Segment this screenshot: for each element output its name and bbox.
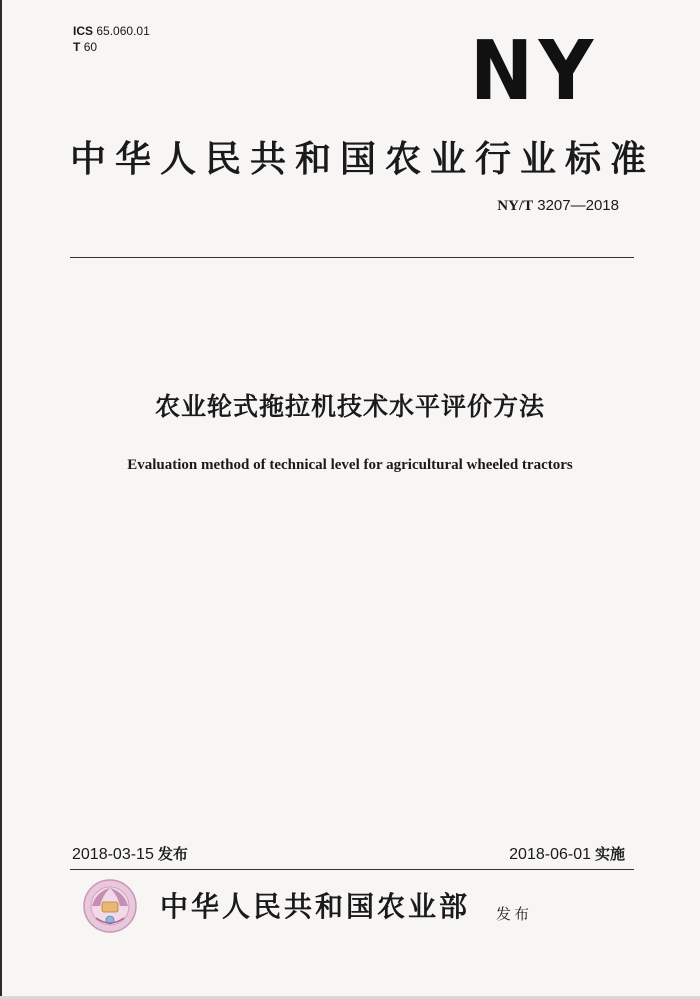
publication-date-value: 2018-03-15 xyxy=(72,846,154,863)
ics-label: ICS xyxy=(73,24,94,38)
class-label: T xyxy=(73,40,81,54)
page-edge-shadow xyxy=(0,0,2,999)
standard-number xyxy=(497,196,619,216)
class-code: 60 xyxy=(83,40,98,54)
implementation-date xyxy=(509,843,625,866)
publication-date-suffix: 发布 xyxy=(157,845,188,863)
publication-date xyxy=(72,843,188,866)
standard-number-value: 3207—2018 xyxy=(537,197,619,214)
classification-block xyxy=(73,23,150,55)
standard-number-prefix: NY/T xyxy=(497,198,534,214)
footer-divider xyxy=(70,869,634,870)
publisher-suffix: 发布 xyxy=(496,905,533,923)
header-divider xyxy=(70,257,634,258)
ics-line xyxy=(73,23,150,39)
class-line xyxy=(73,39,150,55)
ny-logo: NY xyxy=(470,24,599,119)
document-title-chinese: 农业轮式拖拉机技术水平评价方法 xyxy=(154,392,545,421)
standard-category-title: 中华人民共和国农业行业标准 xyxy=(70,139,656,180)
document-title-english: Evaluation method of technical level for agricultural wheeled tractors xyxy=(127,457,573,473)
ministry-emblem-icon xyxy=(82,878,138,934)
ics-code: 65.060.01 xyxy=(96,24,150,38)
implementation-date-value: 2018-06-01 xyxy=(509,846,591,863)
publisher-name: 中华人民共和国农业部 xyxy=(160,890,471,923)
implementation-date-suffix: 实施 xyxy=(594,845,625,863)
